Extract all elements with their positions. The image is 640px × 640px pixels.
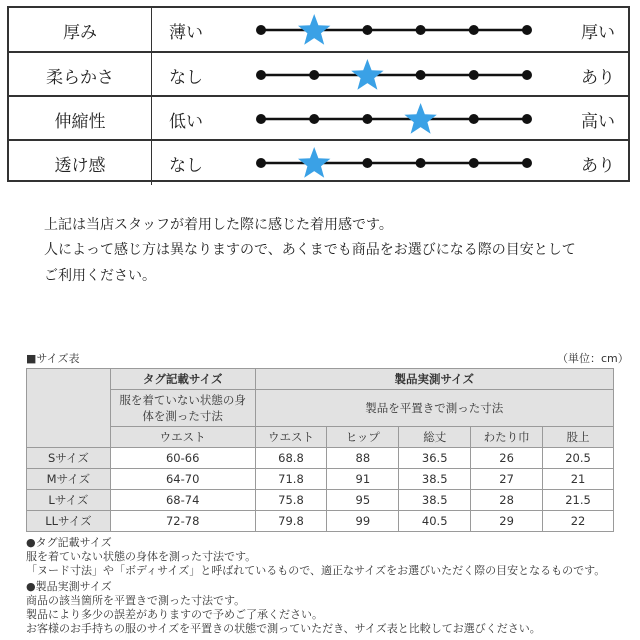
size-table-unit: （単位：cm） xyxy=(557,352,629,365)
feel-low-label: 薄い xyxy=(169,22,203,43)
feel-row-thickness xyxy=(9,8,628,52)
table-row xyxy=(27,511,614,532)
tag-col-header: ウエスト xyxy=(110,427,255,448)
value-cell: 75.8 xyxy=(255,490,327,511)
tag-value: 68-74 xyxy=(110,490,255,511)
size-label: LLサイズ xyxy=(27,511,111,532)
feel-high-label: 高い xyxy=(581,111,615,132)
scale-dot xyxy=(469,25,479,35)
corner-cell xyxy=(27,369,111,448)
tag-value: 60-66 xyxy=(110,448,255,469)
table-row xyxy=(27,448,614,469)
feel-row-softness xyxy=(9,51,628,97)
col-header: 総丈 xyxy=(399,427,471,448)
scale-dot xyxy=(522,70,532,80)
value-cell: 68.8 xyxy=(255,448,327,469)
col-header: ヒップ xyxy=(327,427,399,448)
scale-dot xyxy=(522,114,532,124)
tag-value: 64-70 xyxy=(110,469,255,490)
scale-dot xyxy=(522,158,532,168)
table-row xyxy=(27,490,614,511)
star-marker-icon xyxy=(298,147,330,178)
value-cell: 95 xyxy=(327,490,399,511)
feel-row-sheerness xyxy=(9,139,628,185)
scale-dot xyxy=(309,70,319,80)
feel-low-label: なし xyxy=(169,67,203,88)
scale-dot xyxy=(469,158,479,168)
value-cell: 27 xyxy=(471,469,543,490)
feel-low-label: なし xyxy=(169,155,203,176)
scale-dot xyxy=(256,158,266,168)
footnote-line: 製品により多少の誤差がありますので予めご了承ください。 xyxy=(26,608,323,621)
tag-size-desc: 服を着ていない状態の身体を測った寸法 xyxy=(110,390,255,427)
actual-size-header: 製品実測サイズ xyxy=(255,369,613,390)
star-marker-icon xyxy=(404,103,436,134)
scale-dot xyxy=(416,25,426,35)
feel-scale xyxy=(249,53,539,97)
footnote-line: お客様のお手持ちの服のサイズを平置きの状態で測っていただき、サイズ表と比較してお選びください。 xyxy=(26,622,541,635)
footnote-line: 「ヌード寸法」や「ボディサイズ」と呼ばれているもので、適正なサイズをお選びいただく際の目安となるものです。 xyxy=(26,564,606,577)
note-line: 上記は当店スタッフが着用した際に感じた着用感です。 xyxy=(44,217,393,233)
col-header: ウエスト xyxy=(255,427,327,448)
scale-dot xyxy=(469,114,479,124)
scale-dot xyxy=(416,158,426,168)
feel-attr-label: 厚み xyxy=(9,8,152,52)
value-cell: 99 xyxy=(327,511,399,532)
feel-attr-label: 柔らかさ xyxy=(9,53,152,97)
footnote-line: 服を着ていない状態の身体を測った寸法です。 xyxy=(26,550,257,563)
size-label: Mサイズ xyxy=(27,469,111,490)
value-cell: 21.5 xyxy=(543,490,614,511)
note-line: ご利用ください。 xyxy=(44,268,156,284)
feel-attr-label: 透け感 xyxy=(9,141,152,185)
scale-dot xyxy=(362,114,372,124)
value-cell: 88 xyxy=(327,448,399,469)
size-label: Lサイズ xyxy=(27,490,111,511)
scale-dot xyxy=(362,158,372,168)
footnote-heading: ●製品実測サイズ xyxy=(26,580,112,593)
value-cell: 21 xyxy=(543,469,614,490)
star-marker-icon xyxy=(351,59,383,90)
value-cell: 40.5 xyxy=(399,511,471,532)
value-cell: 20.5 xyxy=(543,448,614,469)
size-table-title: ■サイズ表 xyxy=(26,352,80,365)
feel-row-stretch xyxy=(9,95,628,141)
scale-dot xyxy=(256,70,266,80)
value-cell: 22 xyxy=(543,511,614,532)
scale-dot xyxy=(362,25,372,35)
star-marker-icon xyxy=(298,14,330,45)
value-cell: 79.8 xyxy=(255,511,327,532)
feel-high-label: あり xyxy=(581,155,615,176)
scale-dot xyxy=(256,114,266,124)
note-line: 人によって感じ方は異なりますので、あくまでも商品をお選びになる際の目安として xyxy=(44,242,576,258)
scale-dot xyxy=(469,70,479,80)
value-cell: 38.5 xyxy=(399,490,471,511)
scale-dot xyxy=(416,70,426,80)
value-cell: 71.8 xyxy=(255,469,327,490)
footnote-heading: ●タグ記載サイズ xyxy=(26,536,112,549)
scale-dot xyxy=(522,25,532,35)
value-cell: 91 xyxy=(327,469,399,490)
feel-scale xyxy=(249,8,539,52)
value-cell: 28 xyxy=(471,490,543,511)
tag-value: 72-78 xyxy=(110,511,255,532)
col-header: 股上 xyxy=(543,427,614,448)
feel-scale xyxy=(249,97,539,141)
feel-low-label: 低い xyxy=(169,111,203,132)
col-header: わたり巾 xyxy=(471,427,543,448)
value-cell: 26 xyxy=(471,448,543,469)
tag-size-header: タグ記載サイズ xyxy=(110,369,255,390)
size-label: Sサイズ xyxy=(27,448,111,469)
value-cell: 29 xyxy=(471,511,543,532)
scale-dot xyxy=(309,114,319,124)
table-row xyxy=(27,469,614,490)
feel-attr-label: 伸縮性 xyxy=(9,97,152,141)
feel-table xyxy=(7,6,630,182)
value-cell: 38.5 xyxy=(399,469,471,490)
size-table xyxy=(26,368,614,532)
feel-high-label: 厚い xyxy=(581,22,615,43)
feel-high-label: あり xyxy=(581,67,615,88)
value-cell: 36.5 xyxy=(399,448,471,469)
feel-scale xyxy=(249,141,539,185)
scale-dot xyxy=(256,25,266,35)
actual-size-desc: 製品を平置きで測った寸法 xyxy=(255,390,613,427)
footnote-line: 商品の該当箇所を平置きで測った寸法です。 xyxy=(26,594,246,607)
